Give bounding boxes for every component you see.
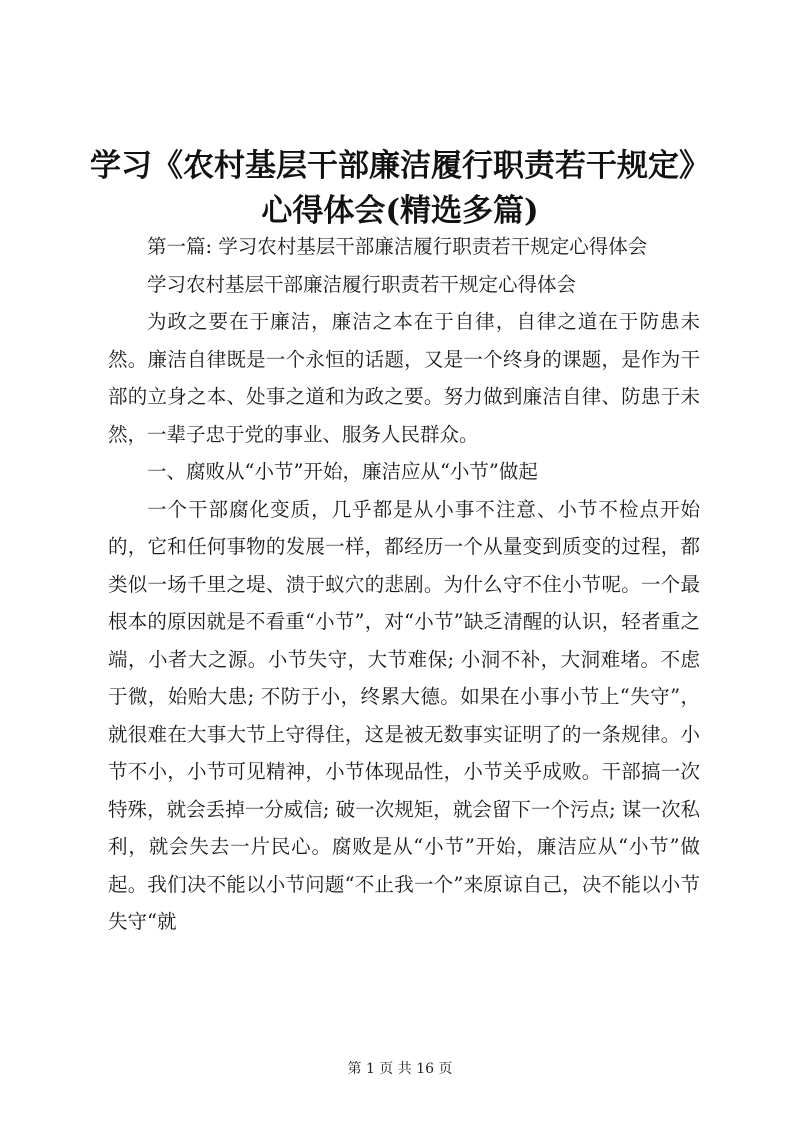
document-title-line-2: 心得体会(精选多篇): [261, 193, 539, 229]
point-heading: 一、腐败从“小节”开始，廉洁应从“小节”做起: [147, 460, 538, 483]
section-heading: 第一篇: 学习农村基层干部廉洁履行职责若干规定心得体会: [147, 235, 648, 258]
document-title-line-1: 学习《农村基层干部廉洁履行职责若干规定》: [90, 148, 710, 184]
document-body: [108, 228, 700, 941]
subsection-heading: 学习农村基层干部廉洁履行职责若干规定心得体会: [147, 272, 577, 296]
page-number-footer: 第 1 页 共 16 页: [347, 1061, 453, 1077]
body-paragraph: 一个干部腐化变质，几乎都是从小事不注意、小节不检点开始的，它和任何事物的发展一样，都经历一个从量变到质变的过程，都类似一场千里之堤、溃于蚁穴的悲剧。为什么守不住小节呢。一个最根本的原因就是不看重“小节”，对“小节”缺乏清醒的认识，轻者重之端，小者大之源。小节失守，大节难保; 小洞不补，大洞难堵。不虑于微，始贻大患; 不防于小，终累大德。如果在小事小节上“失守”，就很难在大事大节上守得住，这是被无数事实证明了的一条规律。小节不小，小节可见精神，小节体现品性，小节关乎成败。干部搞一次特殊，就会丢掉一分威信; 破一次规矩，就会留下一个污点; 谋一次私利，就会失去一片民心。腐败是从“小节”开始，廉洁应从“小节”做起。我们决不能以小节问题“不止我一个”来原谅自己，决不能以小节失守“就: [108, 497, 700, 933]
body-paragraph: 为政之要在于廉洁，廉洁之本在于自律，自律之道在于防患未然。廉洁自律既是一个永恒的话题，又是一个终身的课题，是作为干部的立身之本、处事之道和为政之要。努力做到廉洁自律、防患于未然，一辈子忠于党的事业、服务人民群众。: [108, 310, 700, 446]
